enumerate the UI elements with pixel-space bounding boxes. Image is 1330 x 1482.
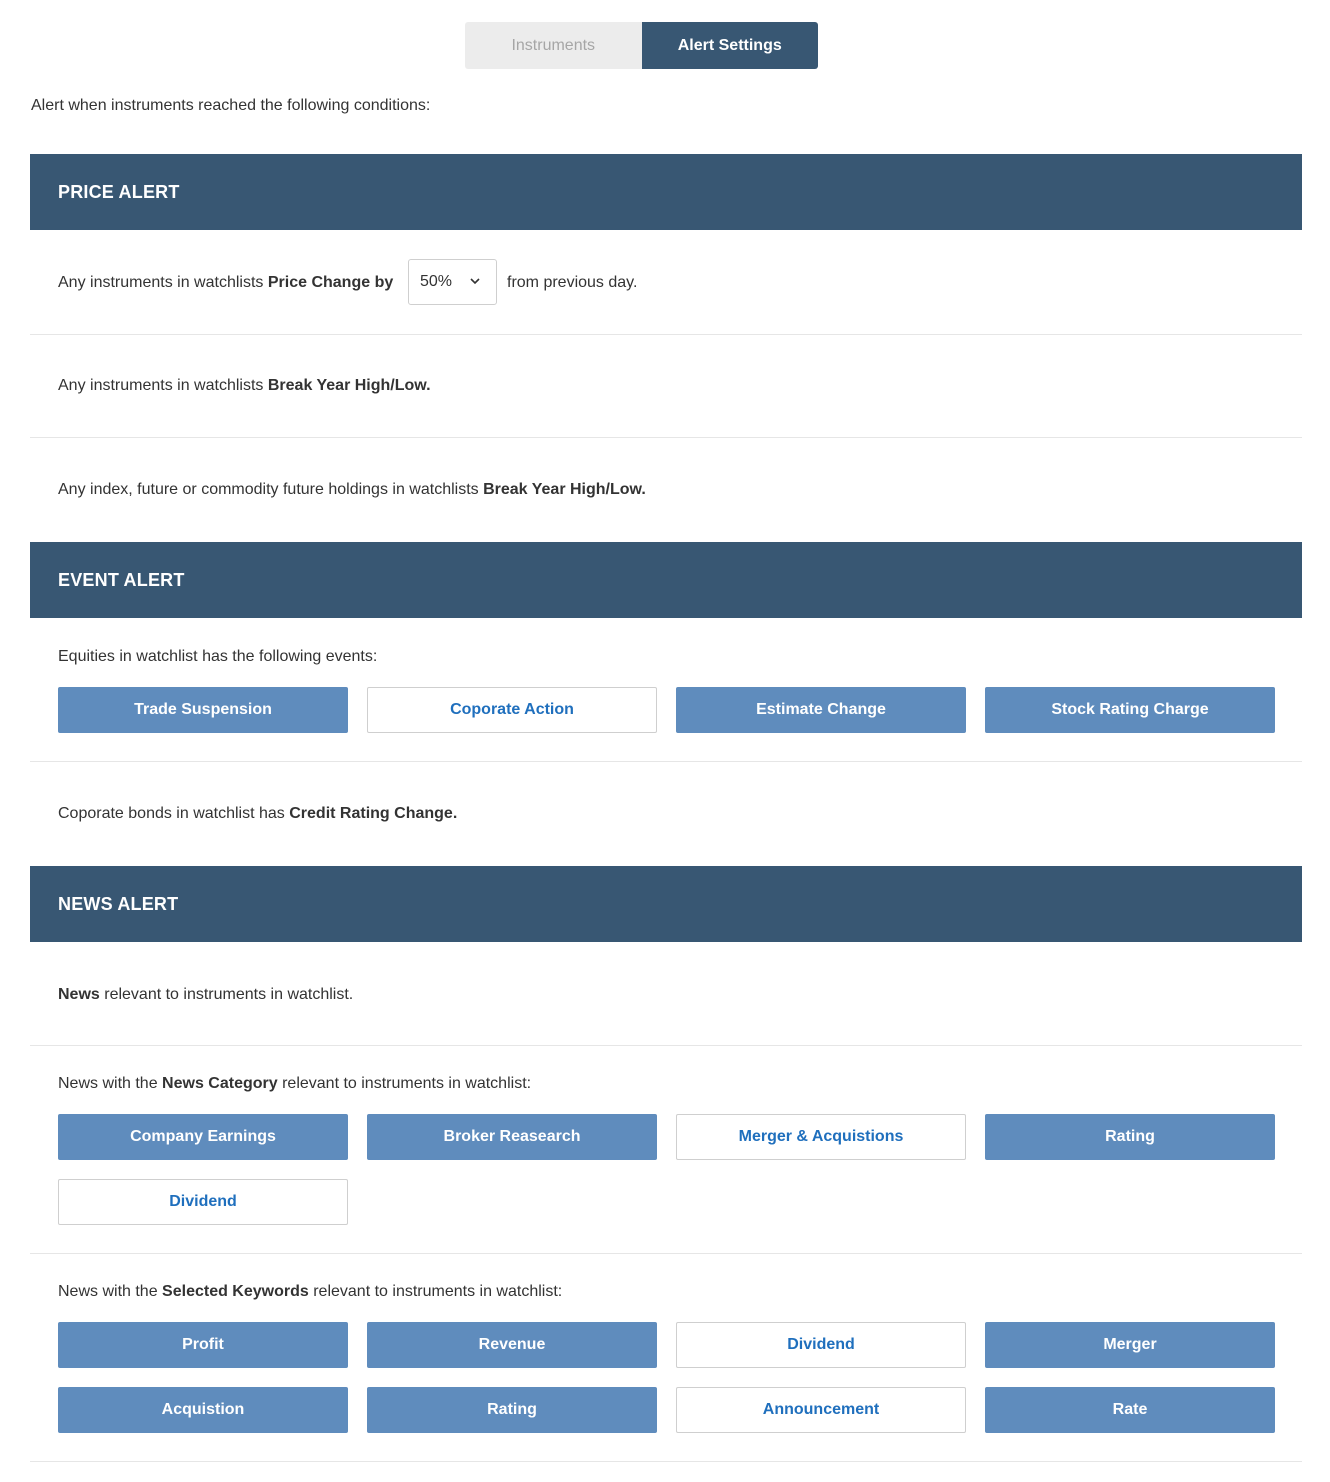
bonds-prefix: Coporate bonds in watchlist has [58, 805, 290, 822]
event-toggle-button[interactable]: Estimate Change [676, 687, 966, 733]
bonds-bold: Credit Rating Change. [289, 805, 458, 822]
news-category-prefix: News with the [58, 1075, 163, 1092]
intro-text: Alert when instruments reached the following conditions: [31, 97, 431, 114]
category-toggle-button[interactable]: Company Earnings [58, 1114, 348, 1160]
keywords-suffix: relevant to instruments in watchlist: [308, 1283, 563, 1300]
price-change-suffix: from previous day. [507, 274, 638, 291]
category-toggle-button[interactable]: Broker Reasearch [367, 1114, 657, 1160]
news-row [58, 986, 353, 1004]
event-alert-header: EVENT ALERT [30, 542, 1302, 618]
chevron-down-icon [468, 274, 482, 288]
event-toggle-button[interactable]: Trade Suspension [58, 687, 348, 733]
price-alert-header: PRICE ALERT [30, 154, 1302, 230]
divider [30, 437, 1302, 438]
event-toggle-button[interactable]: Coporate Action [367, 687, 657, 733]
keywords-row [58, 1283, 562, 1301]
divider [30, 1461, 1302, 1462]
category-toggle-button[interactable]: Rating [985, 1114, 1275, 1160]
price-change-prefix: Any instruments in watchlists [58, 274, 268, 291]
keyword-toggle-button[interactable]: Dividend [676, 1322, 966, 1368]
tab-instruments[interactable]: Instruments [465, 22, 642, 69]
index-break-year-bold: Break Year High/Low. [483, 481, 646, 498]
keyword-toggle-button[interactable]: Profit [58, 1322, 348, 1368]
keyword-toggle-button[interactable]: Rate [985, 1387, 1275, 1433]
keyword-toggle-button[interactable]: Acquistion [58, 1387, 348, 1433]
break-year-bold: Break Year High/Low. [267, 377, 431, 394]
category-toggle-button[interactable]: Merger & Acquistions [676, 1114, 966, 1160]
news-category-suffix: relevant to instruments in watchlist: [277, 1075, 532, 1092]
tab-alert-settings[interactable]: Alert Settings [642, 22, 819, 69]
price-change-bold: Price Change by [267, 274, 394, 291]
divider [30, 761, 1302, 762]
news-bold: News [58, 986, 100, 1003]
bonds-row [58, 805, 457, 823]
news-suffix: relevant to instruments in watchlist. [99, 986, 354, 1003]
index-break-year-row [58, 481, 646, 499]
divider [30, 1045, 1302, 1046]
divider [30, 334, 1302, 335]
tab-bar [465, 22, 818, 69]
news-category-row [58, 1075, 531, 1093]
index-break-year-prefix: Any index, future or commodity future holdings in watchlists [58, 481, 484, 498]
keyword-toggle-button[interactable]: Rating [367, 1387, 657, 1433]
keywords-bold: Selected Keywords [162, 1283, 309, 1300]
price-change-row [58, 274, 393, 292]
break-year-row [58, 377, 431, 395]
break-year-prefix: Any instruments in watchlists [58, 377, 268, 394]
equities-events-text: Equities in watchlist has the following events: [58, 648, 378, 665]
news-alert-header: NEWS ALERT [30, 866, 1302, 942]
keyword-toggle-button[interactable]: Revenue [367, 1322, 657, 1368]
divider [30, 1253, 1302, 1254]
price-change-select-value: 50% [420, 273, 453, 290]
keyword-toggle-button[interactable]: Announcement [676, 1387, 966, 1433]
keyword-toggle-button[interactable]: Merger [985, 1322, 1275, 1368]
event-toggle-button[interactable]: Stock Rating Charge [985, 687, 1275, 733]
price-change-select[interactable] [408, 259, 497, 305]
category-toggle-button[interactable]: Dividend [58, 1179, 348, 1225]
news-category-bold: News Category [162, 1075, 278, 1092]
keywords-prefix: News with the [58, 1283, 163, 1300]
